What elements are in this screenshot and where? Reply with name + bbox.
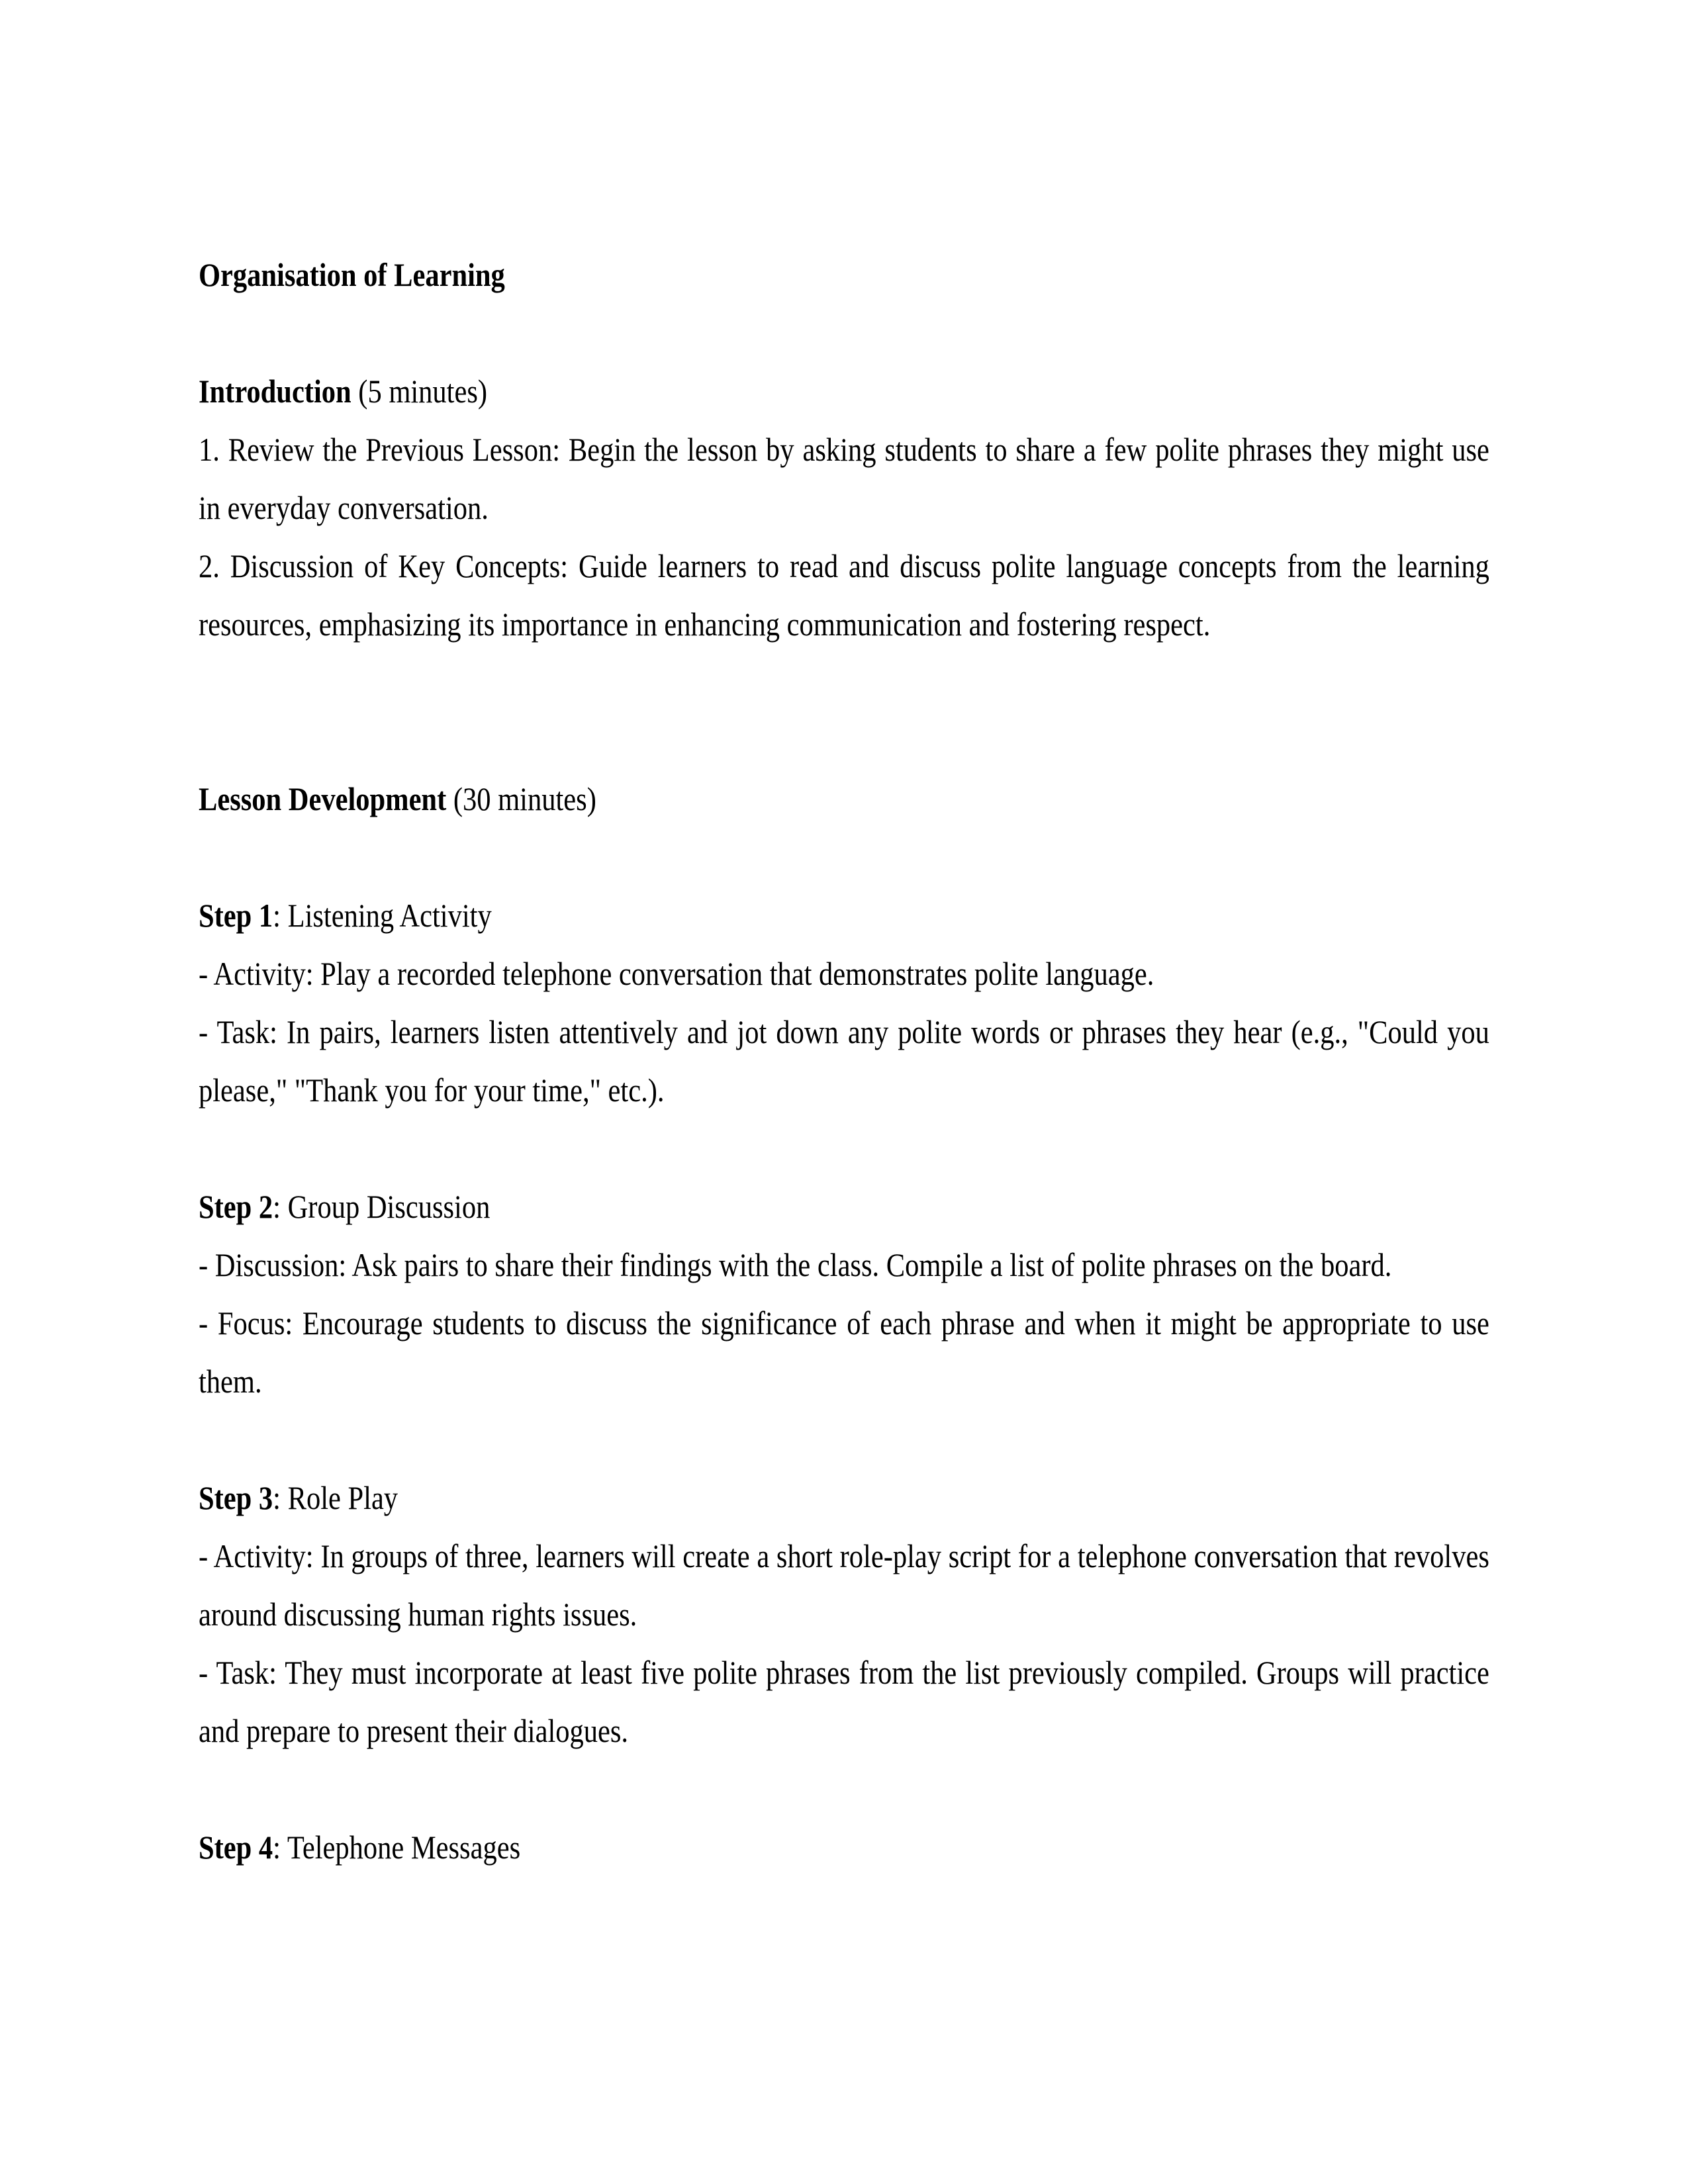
paragraph: 1. Review the Previous Lesson: Begin the lesson by asking students to share a few polite phrases they might use in everyday conversation. [199, 431, 1489, 526]
heading-label: Step 1 [199, 897, 273, 934]
section-heading [199, 1469, 1489, 1527]
document-body [199, 246, 1489, 1876]
section-introduction [199, 362, 1489, 653]
heading-label: Lesson Development [199, 780, 447, 817]
section-step-2 [199, 1177, 1489, 1410]
heading-suffix: : Group Discussion [273, 1188, 491, 1225]
section-step-1 [199, 886, 1489, 1119]
section-heading [199, 1818, 1489, 1876]
section-heading [199, 886, 1489, 944]
section-heading [199, 362, 1489, 420]
paragraph: - Task: In pairs, learners listen attentively and jot down any polite words or phrases they hear (e.g., "Could you please," "Thank you for your time," etc.). [199, 1013, 1489, 1109]
heading-label: Step 3 [199, 1479, 273, 1516]
section-heading [199, 770, 1489, 828]
paragraph: - Activity: In groups of three, learners will create a short role-play script for a telephone conversation that revolves around discussing human rights issues. [199, 1537, 1489, 1633]
paragraph: - Activity: Play a recorded telephone conversation that demonstrates polite language. [199, 955, 1154, 992]
section-step-4 [199, 1818, 1489, 1876]
heading-label: Step 2 [199, 1188, 273, 1225]
heading-label: Introduction [199, 373, 352, 410]
heading-suffix: (5 minutes) [351, 373, 488, 410]
paragraph: - Discussion: Ask pairs to share their findings with the class. Compile a list of polite phrases on the board. [199, 1246, 1392, 1283]
heading-suffix: (30 minutes) [446, 780, 596, 817]
section-step-3 [199, 1469, 1489, 1760]
paragraph: 2. Discussion of Key Concepts: Guide learners to read and discuss polite language concepts from the learning resources, emphasizing its importance in enhancing communication and fostering respect. [199, 547, 1489, 643]
section-lesson-development [199, 770, 1489, 828]
paragraph: - Focus: Encourage students to discuss the significance of each phrase and when it might be appropriate to use them. [199, 1304, 1489, 1400]
paragraph: - Task: They must incorporate at least five polite phrases from the list previously compiled. Groups will practice and prepare to present their dialogues. [199, 1654, 1489, 1749]
document-title-text: Organisation of Learning [199, 256, 505, 293]
heading-suffix: : Telephone Messages [273, 1829, 521, 1866]
document-title [199, 246, 1489, 304]
heading-label: Step 4 [199, 1829, 273, 1866]
section-heading [199, 1177, 1489, 1236]
heading-suffix: : Role Play [273, 1479, 399, 1516]
heading-suffix: : Listening Activity [273, 897, 492, 934]
